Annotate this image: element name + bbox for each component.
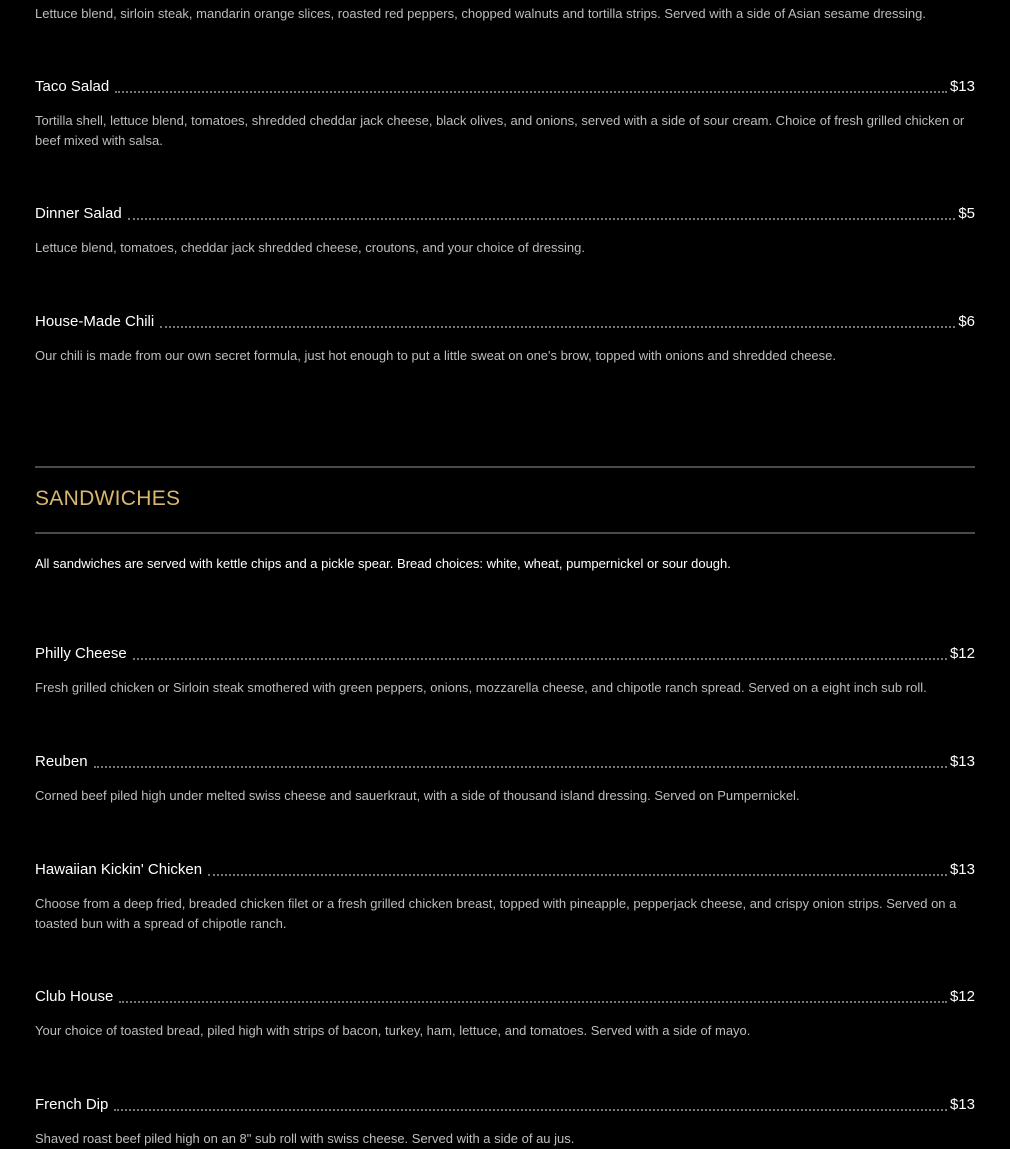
menu-item-dinner-salad <box>35 205 975 258</box>
menu-item-taco-salad <box>35 78 975 151</box>
dot-leader <box>208 872 947 876</box>
dot-leader <box>128 216 956 220</box>
menu-item-partial <box>35 4 975 24</box>
section-title-sandwiches: SANDWICHES <box>35 487 181 510</box>
item-header <box>35 1096 975 1116</box>
item-description: Our chili is made from our own secret formula, just hot enough to put a little sweat on one's brow, topped with onions and shredded cheese. <box>35 348 836 363</box>
dot-leader <box>160 324 955 328</box>
menu-item-reuben <box>35 753 975 806</box>
item-header <box>35 205 975 225</box>
item-name: Taco Salad <box>35 78 110 95</box>
menu-item-french-dip <box>35 1096 975 1149</box>
item-price: $13 <box>949 753 975 770</box>
item-name: Reuben <box>35 753 88 770</box>
item-price: $5 <box>958 205 975 222</box>
item-description: Lettuce blend, tomatoes, cheddar jack shredded cheese, croutons, and your choice of dressing. <box>35 240 585 255</box>
item-header <box>35 313 975 333</box>
item-header <box>35 78 975 98</box>
item-price: $12 <box>949 645 975 662</box>
item-price: $13 <box>949 78 975 95</box>
dot-leader <box>114 1107 947 1111</box>
item-price: $13 <box>949 861 975 878</box>
item-header <box>35 753 975 773</box>
dot-leader <box>133 656 947 660</box>
item-description: Corned beef piled high under melted swiss cheese and sauerkraut, with a side of thousand island dressing. Served on Pumpernickel. <box>35 788 800 803</box>
item-price: $13 <box>949 1096 975 1113</box>
item-header <box>35 645 975 665</box>
item-description: Shaved roast beef piled high on an 8" sub roll with swiss cheese. Served with a side of au jus. <box>35 1131 575 1146</box>
item-name: Philly Cheese <box>35 645 127 662</box>
item-description: Your choice of toasted bread, piled high with strips of bacon, turkey, ham, lettuce, and tomatoes. Served with a side of mayo. <box>35 1023 751 1038</box>
menu-item-club-house <box>35 988 975 1041</box>
item-header <box>35 861 975 881</box>
dot-leader <box>119 999 947 1003</box>
item-price: $12 <box>949 988 975 1005</box>
item-description: Tortilla shell, lettuce blend, tomatoes, shredded cheddar jack cheese, black olives, and onions, served with a side of sour cream. Choice of fresh grilled chicken or beef mixed with salsa. <box>35 113 965 148</box>
item-description: Lettuce blend, sirloin steak, mandarin orange slices, roasted red peppers, chopped walnuts and tortilla strips. Served with a side of Asian sesame dressing. <box>35 6 926 21</box>
dot-leader <box>115 89 947 93</box>
item-name: Club House <box>35 988 114 1005</box>
item-name: Dinner Salad <box>35 205 122 222</box>
item-description: Fresh grilled chicken or Sirloin steak smothered with green peppers, onions, mozzarella cheese, and chipotle ranch spread. Served on a eight inch sub roll. <box>35 680 927 695</box>
item-price: $6 <box>958 313 975 330</box>
item-name: House-Made Chili <box>35 313 155 330</box>
menu-item-house-made-chili <box>35 313 975 366</box>
section-divider-bottom <box>35 532 975 534</box>
section-note: All sandwiches are served with kettle chips and a pickle spear. Bread choices: white, wheat, pumpernickel or sour dough. <box>35 556 731 571</box>
menu-item-philly-cheese <box>35 645 975 698</box>
menu-item-hawaiian-kickin-chicken <box>35 861 975 934</box>
item-name: French Dip <box>35 1096 109 1113</box>
dot-leader <box>94 764 947 768</box>
item-header <box>35 988 975 1008</box>
item-description: Choose from a deep fried, breaded chicken filet or a fresh grilled chicken breast, topped with pineapple, pepperjack cheese, and crispy onion strips. Served on a toasted bun with a spread of chipotle ranch. <box>35 896 957 931</box>
section-divider-top <box>35 466 975 468</box>
item-name: Hawaiian Kickin' Chicken <box>35 861 203 878</box>
